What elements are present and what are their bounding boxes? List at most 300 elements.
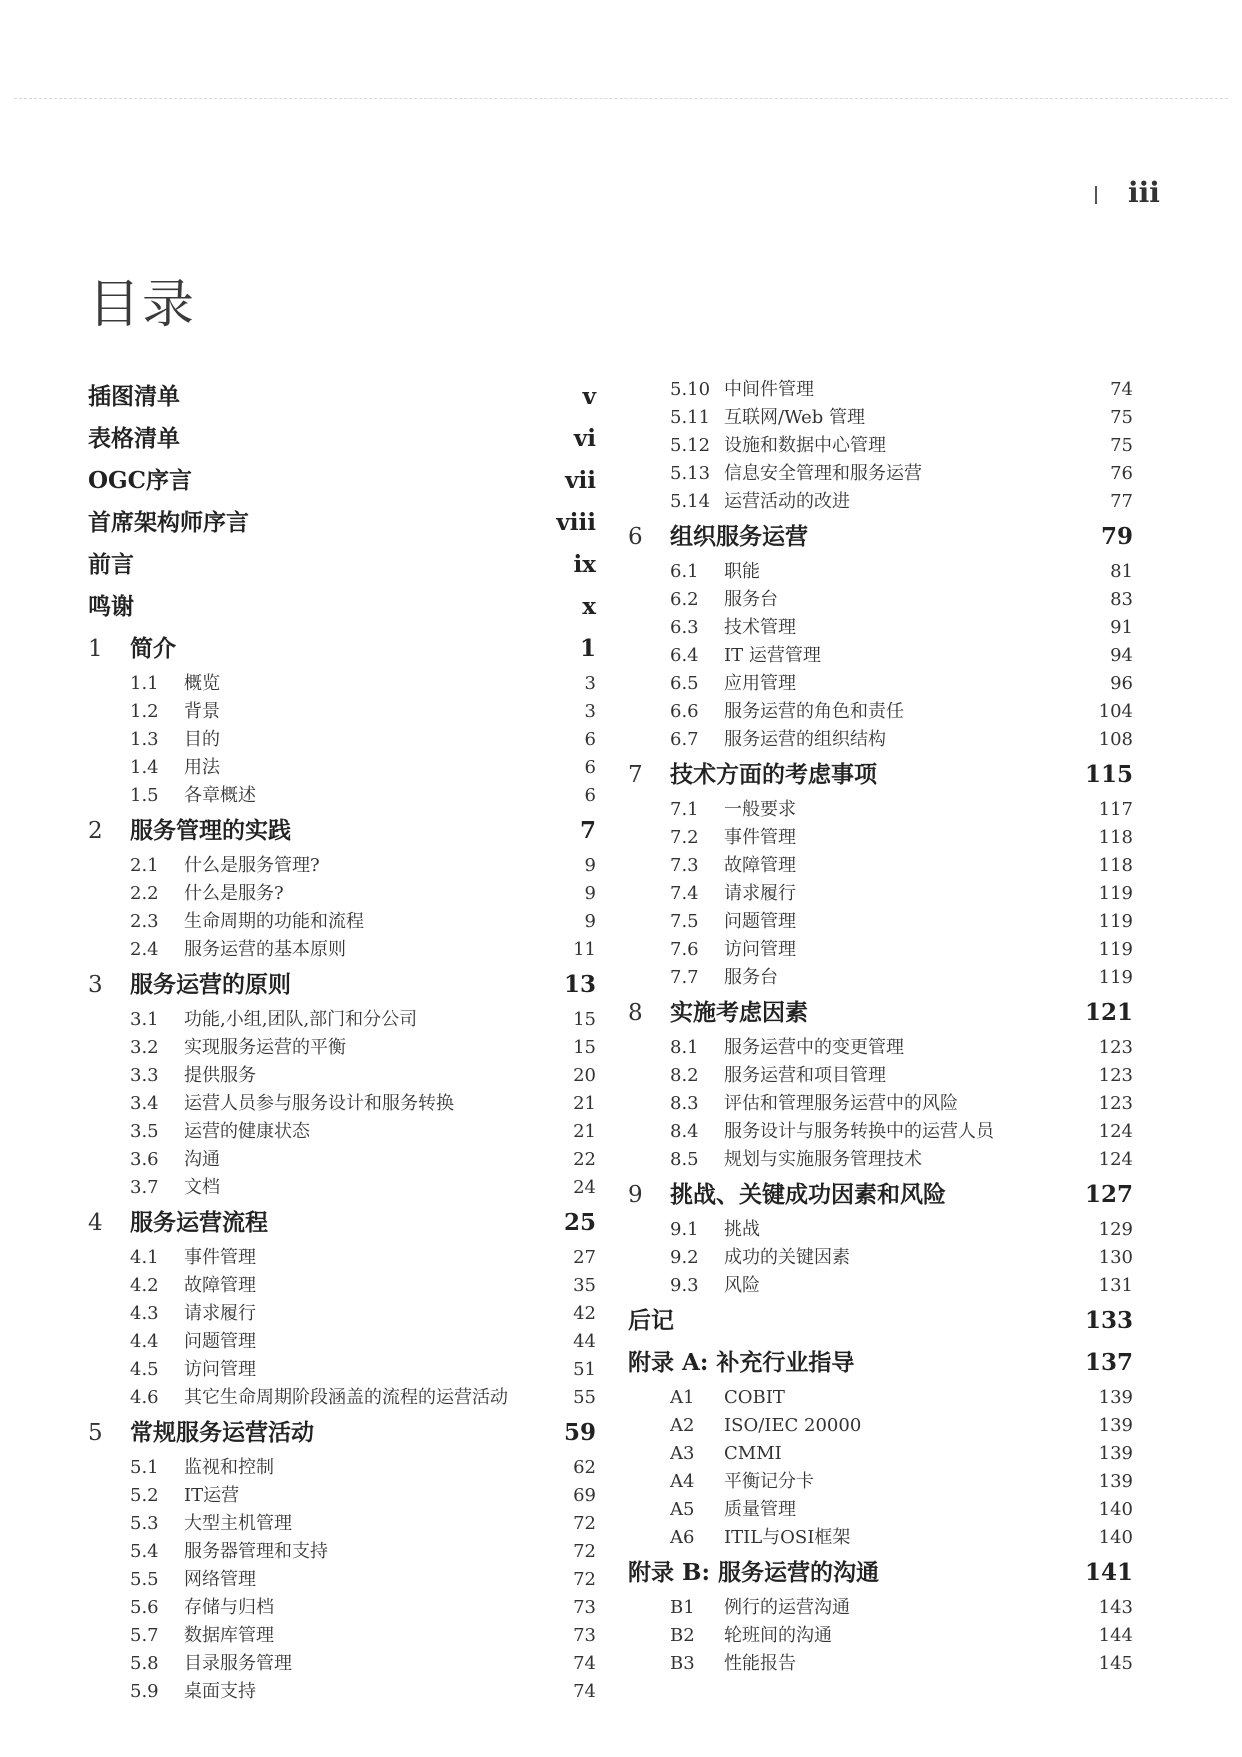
toc-section-entry	[88, 698, 596, 726]
entry-number: 3	[88, 972, 103, 998]
entry-page: 79	[1100, 523, 1133, 550]
entry-title: 挑战、关键成功因素和风险	[670, 1181, 946, 1208]
entry-title: 服务设计与服务转换中的运营人员	[724, 1121, 994, 1142]
toc-section-entry	[88, 1454, 596, 1482]
entry-number: 5.4	[130, 1541, 159, 1562]
entry-title: 服务运营和项目管理	[724, 1065, 886, 1086]
entry-page: 59	[563, 1419, 596, 1446]
entry-page: 140	[1098, 1527, 1133, 1548]
entry-number: 7.5	[670, 911, 699, 932]
entry-title: 网络管理	[184, 1569, 256, 1590]
entry-number: 7.6	[670, 939, 699, 960]
toc-section-entry	[88, 1650, 596, 1678]
entry-title: 服务运营中的变更管理	[724, 1037, 904, 1058]
entry-page: 81	[1110, 561, 1133, 582]
entry-page: 1	[579, 635, 596, 662]
entry-title: 轮班间的沟通	[724, 1625, 832, 1646]
toc-section-entry	[88, 908, 596, 936]
entry-title: 实现服务运营的平衡	[184, 1037, 346, 1058]
entry-title: 服务器管理和支持	[184, 1541, 328, 1562]
entry-number: 9.2	[670, 1247, 699, 1268]
toc-section-entry	[88, 1146, 596, 1174]
entry-page: 130	[1098, 1247, 1133, 1268]
toc-section-entry	[88, 754, 596, 782]
toc-section-entry	[628, 558, 1133, 586]
entry-page: 115	[1084, 761, 1133, 788]
entry-title: 服务运营的基本原则	[184, 939, 346, 960]
toc-section-entry	[88, 1090, 596, 1118]
entry-page: 62	[573, 1457, 596, 1478]
entry-number: 6.1	[670, 561, 699, 582]
top-rule	[14, 98, 1228, 99]
entry-number: 1.4	[130, 757, 159, 778]
entry-title: 数据库管理	[184, 1625, 274, 1646]
entry-number: 2.2	[130, 883, 159, 904]
entry-title: 背景	[184, 701, 220, 722]
entry-page: 15	[573, 1009, 596, 1030]
entry-number: 2.3	[130, 911, 159, 932]
entry-number: 2.1	[130, 855, 159, 876]
entry-number: 5	[88, 1420, 103, 1446]
entry-title: 各章概述	[184, 785, 256, 806]
toc-section-entry	[88, 726, 596, 754]
entry-title: 运营活动的改进	[724, 491, 850, 512]
entry-page: 13	[563, 971, 596, 998]
entry-page: 6	[584, 785, 596, 806]
entry-page: 140	[1098, 1499, 1133, 1520]
entry-number: 5.9	[130, 1681, 159, 1702]
toc-front-entry	[88, 418, 596, 460]
entry-page: 117	[1098, 799, 1133, 820]
entry-title: 挑战	[724, 1219, 760, 1240]
entry-title: CMMI	[724, 1443, 782, 1464]
toc-section-entry	[628, 1146, 1133, 1174]
entry-number: 8.2	[670, 1065, 699, 1086]
entry-page: 9	[584, 911, 596, 932]
entry-page: vii	[565, 467, 596, 494]
entry-title: 服务管理的实践	[130, 817, 291, 844]
entry-page: 121	[1084, 999, 1133, 1026]
entry-number: A6	[670, 1527, 695, 1548]
toc-front-entry	[88, 460, 596, 502]
toc-section-entry	[628, 432, 1133, 460]
entry-page: 145	[1098, 1653, 1133, 1674]
entry-number: 5.10	[670, 379, 711, 400]
toc-section-entry	[88, 1300, 596, 1328]
entry-page: 20	[573, 1065, 596, 1086]
entry-number: 4	[88, 1210, 103, 1236]
entry-number: A3	[670, 1443, 695, 1464]
entry-title: 什么是服务?	[184, 883, 284, 904]
entry-title: 服务运营流程	[130, 1209, 268, 1236]
toc-section-entry	[88, 1384, 596, 1412]
entry-number: 4.5	[130, 1359, 159, 1380]
entry-title: 大型主机管理	[184, 1513, 292, 1534]
toc-front-entry	[88, 586, 596, 628]
entry-title: 首席架构师序言	[88, 509, 249, 536]
entry-number: 4.4	[130, 1331, 159, 1352]
entry-title: 服务台	[724, 967, 778, 988]
entry-number: 4.1	[130, 1247, 159, 1268]
entry-title: 前言	[88, 551, 134, 578]
toc-section-entry	[88, 1034, 596, 1062]
toc-chapter-entry	[88, 810, 596, 852]
toc-section-entry	[628, 1216, 1133, 1244]
entry-page: 144	[1098, 1625, 1133, 1646]
entry-number: 6.5	[670, 673, 699, 694]
entry-page: 139	[1098, 1415, 1133, 1436]
entry-title: 存储与归档	[184, 1597, 274, 1618]
entry-title: 运营的健康状态	[184, 1121, 310, 1142]
entry-number: 5.11	[670, 407, 711, 428]
entry-number: B1	[670, 1597, 695, 1618]
entry-page: 104	[1098, 701, 1133, 722]
entry-page: 44	[573, 1331, 596, 1352]
entry-title: 应用管理	[724, 673, 796, 694]
entry-number: 3.6	[130, 1149, 159, 1170]
entry-title: 运营人员参与服务设计和服务转换	[184, 1093, 454, 1114]
entry-page: 108	[1098, 729, 1133, 750]
entry-title: 质量管理	[724, 1499, 796, 1520]
entry-page: 139	[1098, 1471, 1133, 1492]
entry-page: 72	[573, 1569, 596, 1590]
entry-page: 139	[1098, 1443, 1133, 1464]
entry-title: 性能报告	[724, 1653, 796, 1674]
entry-title: 生命周期的功能和流程	[184, 911, 364, 932]
entry-page: 21	[573, 1093, 596, 1114]
entry-title: 什么是服务管理?	[184, 855, 320, 876]
entry-number: 3.5	[130, 1121, 159, 1142]
toc-chapter-entry	[628, 992, 1133, 1034]
entry-title: 访问管理	[184, 1359, 256, 1380]
entry-number: 5.12	[670, 435, 711, 456]
entry-page: 9	[584, 883, 596, 904]
entry-number: 9.3	[670, 1275, 699, 1296]
entry-title: 互联网/Web 管理	[724, 407, 865, 428]
entry-title: 文档	[184, 1177, 220, 1198]
entry-title: 服务运营的角色和责任	[724, 701, 904, 722]
entry-number: 3.1	[130, 1009, 159, 1030]
entry-title: 服务台	[724, 589, 778, 610]
entry-number: B2	[670, 1625, 695, 1646]
entry-number: 1.1	[130, 673, 159, 694]
entry-title: 一般要求	[724, 799, 796, 820]
toc-section-entry	[628, 586, 1133, 614]
entry-number: 5.2	[130, 1485, 159, 1506]
entry-page: 123	[1098, 1037, 1133, 1058]
entry-page: 11	[573, 939, 596, 960]
toc-section-entry	[628, 1496, 1133, 1524]
toc-section-entry	[88, 670, 596, 698]
toc-chapter-entry	[88, 1412, 596, 1454]
entry-title: 请求履行	[184, 1303, 256, 1324]
toc-chapter-entry	[628, 754, 1133, 796]
toc-section-entry	[88, 880, 596, 908]
toc-section-entry	[628, 880, 1133, 908]
toc-section-entry	[88, 1174, 596, 1202]
toc-section-entry	[88, 1272, 596, 1300]
entry-title: 技术方面的考虑事项	[670, 761, 877, 788]
entry-page: 27	[573, 1247, 596, 1268]
entry-page: 25	[563, 1209, 596, 1236]
entry-title: 评估和管理服务运营中的风险	[724, 1093, 958, 1114]
toc-section-entry	[628, 1272, 1133, 1300]
entry-number: 8.3	[670, 1093, 699, 1114]
entry-number: 1	[88, 636, 103, 662]
toc-section-entry	[628, 908, 1133, 936]
entry-page: 118	[1098, 855, 1133, 876]
entry-title: 服务运营的组织结构	[724, 729, 886, 750]
toc-section-entry	[88, 1678, 596, 1706]
entry-page: x	[582, 593, 596, 620]
toc-section-entry	[628, 1034, 1133, 1062]
toc-chapter-entry	[628, 1174, 1133, 1216]
toc-section-entry	[88, 852, 596, 880]
toc-left-column	[88, 376, 596, 1706]
entry-number: 1.3	[130, 729, 159, 750]
toc-chapter-entry	[88, 1202, 596, 1244]
entry-number: 6.3	[670, 617, 699, 638]
toc-chapter-entry	[88, 628, 596, 670]
toc-section-entry	[628, 614, 1133, 642]
entry-page: 55	[573, 1387, 596, 1408]
entry-title: 附录 B: 服务运营的沟通	[628, 1559, 879, 1586]
entry-number: 5.3	[130, 1513, 159, 1534]
page-number: iii	[1128, 176, 1160, 209]
toc-section-entry	[628, 1090, 1133, 1118]
toc-section-entry	[628, 1468, 1133, 1496]
entry-page: 3	[584, 701, 596, 722]
entry-page: ix	[573, 551, 596, 578]
entry-number: 8.5	[670, 1149, 699, 1170]
entry-page: 6	[584, 757, 596, 778]
toc-right-column	[628, 376, 1133, 1678]
entry-title: 概览	[184, 673, 220, 694]
entry-page: 22	[573, 1149, 596, 1170]
entry-number: A4	[670, 1471, 695, 1492]
entry-number: 5.5	[130, 1569, 159, 1590]
entry-number: 9	[628, 1182, 643, 1208]
page-title: 目录	[88, 275, 197, 335]
entry-number: 5.13	[670, 463, 711, 484]
toc-section-entry	[628, 488, 1133, 516]
entry-title: 风险	[724, 1275, 760, 1296]
entry-number: 6.2	[670, 589, 699, 610]
entry-title: 规划与实施服务管理技术	[724, 1149, 922, 1170]
entry-page: 76	[1110, 463, 1133, 484]
entry-page: 127	[1084, 1181, 1133, 1208]
entry-number: 8	[628, 1000, 643, 1026]
entry-page: 9	[584, 855, 596, 876]
toc-section-entry	[628, 1524, 1133, 1552]
entry-title: 中间件管理	[724, 379, 814, 400]
entry-number: 2	[88, 818, 103, 844]
toc-section-entry	[88, 1062, 596, 1090]
entry-page: 119	[1098, 939, 1133, 960]
entry-page: 74	[573, 1653, 596, 1674]
toc-front-entry	[628, 1300, 1133, 1342]
entry-title: 请求履行	[724, 883, 796, 904]
entry-page: 7	[579, 817, 596, 844]
entry-number: 4.2	[130, 1275, 159, 1296]
toc-section-entry	[628, 404, 1133, 432]
entry-number: 5.14	[670, 491, 711, 512]
entry-number: 6	[628, 524, 643, 550]
toc-front-entry	[628, 1342, 1133, 1384]
entry-title: 目的	[184, 729, 220, 750]
entry-number: 7.2	[670, 827, 699, 848]
entry-page: 96	[1110, 673, 1133, 694]
entry-number: 8.4	[670, 1121, 699, 1142]
entry-title: IT运营	[184, 1485, 240, 1506]
entry-page: 123	[1098, 1093, 1133, 1114]
entry-number: 5.6	[130, 1597, 159, 1618]
entry-title: 其它生命周期阶段涵盖的流程的运营活动	[184, 1387, 508, 1408]
entry-title: 事件管理	[724, 827, 796, 848]
entry-page: 143	[1098, 1597, 1133, 1618]
entry-number: 2.4	[130, 939, 159, 960]
entry-page: 74	[573, 1681, 596, 1702]
entry-title: 职能	[724, 561, 760, 582]
toc-front-entry	[88, 544, 596, 586]
toc-section-entry	[628, 698, 1133, 726]
entry-page: 73	[573, 1625, 596, 1646]
entry-page: 141	[1084, 1559, 1133, 1586]
toc-section-entry	[88, 1356, 596, 1384]
entry-number: 9.1	[670, 1219, 699, 1240]
toc-front-entry	[88, 502, 596, 544]
entry-page: 15	[573, 1037, 596, 1058]
toc-section-entry	[628, 852, 1133, 880]
toc-front-entry	[628, 1552, 1133, 1594]
toc-section-entry	[88, 1622, 596, 1650]
toc-section-entry	[88, 1566, 596, 1594]
entry-number: 7.3	[670, 855, 699, 876]
entry-title: 实施考虑因素	[670, 999, 808, 1026]
entry-number: 4.6	[130, 1387, 159, 1408]
entry-title: 例行的运营沟通	[724, 1597, 850, 1618]
toc-section-entry	[628, 796, 1133, 824]
entry-page: 75	[1110, 407, 1133, 428]
entry-title: IT 运营管理	[724, 645, 821, 666]
entry-title: 监视和控制	[184, 1457, 274, 1478]
entry-number: 7.7	[670, 967, 699, 988]
toc-section-entry	[628, 670, 1133, 698]
entry-title: ITIL与OSI框架	[724, 1527, 851, 1548]
entry-page: 133	[1084, 1307, 1133, 1334]
toc-section-entry	[628, 936, 1133, 964]
entry-title: 平衡记分卡	[724, 1471, 814, 1492]
toc-section-entry	[88, 1482, 596, 1510]
toc-section-entry	[88, 782, 596, 810]
toc-section-entry	[628, 460, 1133, 488]
entry-number: 7.4	[670, 883, 699, 904]
entry-title: 鸣谢	[88, 593, 134, 620]
entry-title: 常规服务运营活动	[130, 1419, 314, 1446]
toc-section-entry	[88, 1006, 596, 1034]
toc-section-entry	[628, 1118, 1133, 1146]
entry-number: 5.1	[130, 1457, 159, 1478]
entry-page: 94	[1110, 645, 1133, 666]
entry-number: A1	[670, 1387, 695, 1408]
entry-number: 5.8	[130, 1653, 159, 1674]
toc-section-entry	[88, 1510, 596, 1538]
entry-page: 51	[573, 1359, 596, 1380]
entry-page: 77	[1110, 491, 1133, 512]
entry-page: 6	[584, 729, 596, 750]
entry-number: 7	[628, 762, 643, 788]
toc-section-entry	[628, 1412, 1133, 1440]
toc-section-entry	[88, 1538, 596, 1566]
entry-number: 4.3	[130, 1303, 159, 1324]
entry-title: 故障管理	[724, 855, 796, 876]
entry-page: 72	[573, 1513, 596, 1534]
entry-page: 75	[1110, 435, 1133, 456]
entry-page: 124	[1098, 1121, 1133, 1142]
entry-title: OGC序言	[88, 467, 192, 494]
entry-page: v	[582, 383, 596, 410]
entry-page: 42	[573, 1303, 596, 1324]
toc-section-entry	[628, 1650, 1133, 1678]
toc-chapter-entry	[628, 516, 1133, 558]
entry-number: 6.7	[670, 729, 699, 750]
entry-title: 目录服务管理	[184, 1653, 292, 1674]
entry-title: 组织服务运营	[670, 523, 808, 550]
entry-number: 5.7	[130, 1625, 159, 1646]
entry-number: 3.3	[130, 1065, 159, 1086]
toc-section-entry	[628, 1062, 1133, 1090]
toc-section-entry	[628, 824, 1133, 852]
entry-page: viii	[556, 509, 596, 536]
entry-page: 119	[1098, 883, 1133, 904]
entry-title: 提供服务	[184, 1065, 256, 1086]
entry-title: 技术管理	[724, 617, 796, 638]
entry-page: 74	[1110, 379, 1133, 400]
entry-title: 插图清单	[88, 383, 180, 410]
toc-section-entry	[628, 1244, 1133, 1272]
entry-page: 124	[1098, 1149, 1133, 1170]
entry-page: 73	[573, 1597, 596, 1618]
toc-section-entry	[88, 1594, 596, 1622]
entry-title: 功能,小组,团队,部门和分公司	[184, 1009, 418, 1030]
toc-section-entry	[628, 1622, 1133, 1650]
entry-title: ISO/IEC 20000	[724, 1415, 862, 1436]
toc-section-entry	[88, 1328, 596, 1356]
toc-section-entry	[628, 726, 1133, 754]
entry-title: 问题管理	[184, 1331, 256, 1352]
entry-number: 6.6	[670, 701, 699, 722]
entry-page: 91	[1110, 617, 1133, 638]
entry-page: vi	[573, 425, 596, 452]
toc-section-entry	[628, 1594, 1133, 1622]
toc-front-entry	[88, 376, 596, 418]
entry-number: B3	[670, 1653, 695, 1674]
entry-number: A2	[670, 1415, 695, 1436]
toc-section-entry	[88, 1244, 596, 1272]
entry-title: 设施和数据中心管理	[724, 435, 886, 456]
entry-title: 访问管理	[724, 939, 796, 960]
entry-page: 21	[573, 1121, 596, 1142]
entry-title: 桌面支持	[184, 1681, 256, 1702]
entry-number: 6.4	[670, 645, 699, 666]
entry-number: 8.1	[670, 1037, 699, 1058]
page-number-divider	[1095, 186, 1097, 204]
entry-number: 3.7	[130, 1177, 159, 1198]
entry-title: 成功的关键因素	[724, 1247, 850, 1268]
entry-page: 24	[573, 1177, 596, 1198]
entry-page: 83	[1110, 589, 1133, 610]
entry-title: COBIT	[724, 1387, 785, 1408]
